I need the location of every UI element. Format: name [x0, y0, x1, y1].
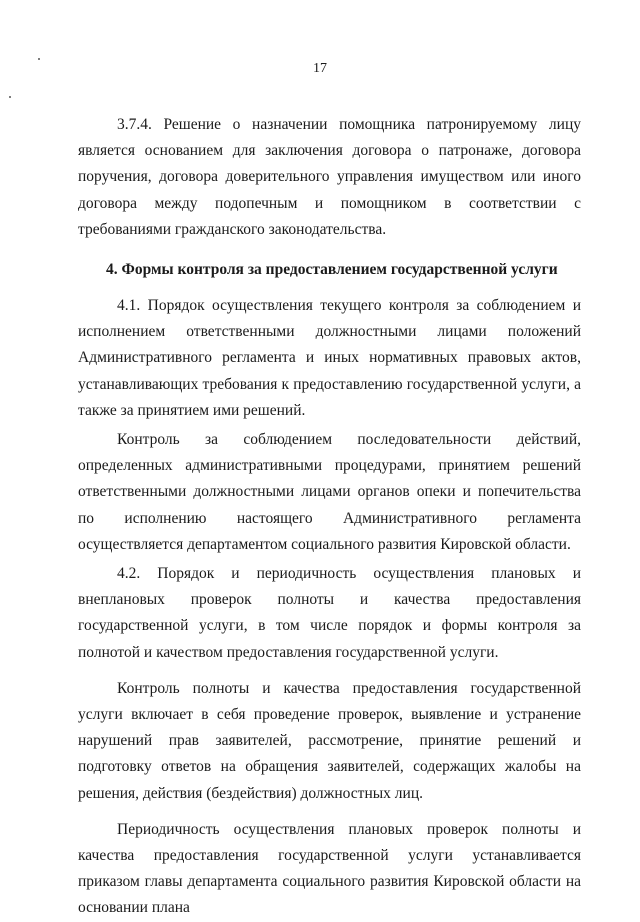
document-body [78, 112, 581, 922]
section-4-heading: 4. Формы контроля за предоставлением государственной услуги [106, 261, 558, 279]
paragraph-4-1: 4.1. Порядок осуществления текущего контроля за соблюдением и исполнением ответственными должностными лицами положений Административного регламента и иных нормативных правовых актов, устанавливающих требования к предоставлению государственной услуги, а также за принятием ими решений. [78, 297, 581, 419]
paragraph-control-quality: Контроль полноты и качества предоставления государственной услуги включает в себя проведение проверок, выявление и устранение нарушений прав заявителей, рассмотрение, принятие решений и подготовку ответов на обращения заявителей, содержащих жалобы на решения, действия (бездействия) должностных лиц. [78, 679, 581, 802]
paragraph-4-2: 4.2. Порядок и периодичность осуществления плановых и внеплановых проверок полноты и качества предоставления государственной услуги, в том числе порядок и формы контроля за полнотой и качеством предоставления государственной услуги. [78, 565, 581, 661]
paragraph-periodicity: Периодичность осуществления плановых проверок полноты и качества предоставления государственной услуги устанавливается приказом главы департамента социального развития Кировской области на основании плана [78, 820, 581, 917]
scan-artifact-dot [38, 58, 40, 60]
paragraph-control-sequence: Контроль за соблюдением последовательности действий, определенных административными процедурами, принятием решений ответственными должностными лицами органов опеки и попечительства по исполнению настоящего Административного регламента осуществляется департаментом социального развития Кировской области. [78, 431, 581, 553]
page-number: 17 [313, 61, 327, 76]
paragraph-3-7-4: 3.7.4. Решение о назначении помощника патронируемому лицу является основанием для заключения договора о патронаже, договора поручения, договора доверительного управления имуществом или иного договора между подопечным и помощником в соответствии с требованиями гражданского законодательства. [78, 116, 581, 238]
scan-artifact-dot [9, 96, 11, 98]
